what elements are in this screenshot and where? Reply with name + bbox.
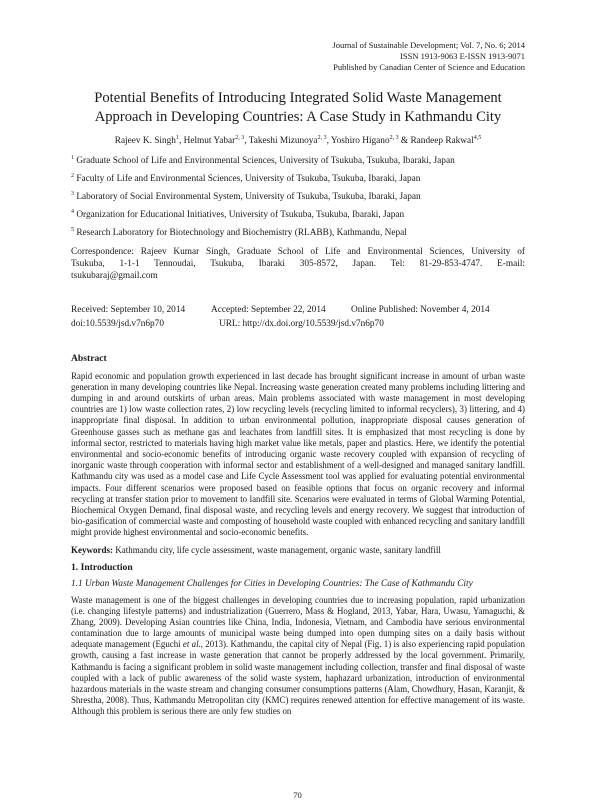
publication-dates	[71, 303, 525, 331]
body-paragraph	[71, 595, 525, 718]
received-date: Received: September 10, 2014	[71, 304, 186, 315]
correspondence	[71, 246, 525, 282]
author-separator: &	[398, 136, 411, 147]
journal-header	[71, 40, 525, 73]
body-text-italic: et al	[182, 639, 199, 650]
author-affil-marker: 2, 3	[389, 135, 399, 141]
correspondence-line: Tsukuba, 1-1-1 Tennoudai, Tsukuba, Ibaraki 305-8572, Japan. Tel: 81-29-853-4747. E-mail:	[71, 258, 525, 269]
keywords-text: Kathmandu city, life cycle assessment, waste management, organic waste, sanitary landfill	[113, 544, 441, 555]
affiliation-marker: 2	[71, 173, 74, 180]
affiliation-text: Organization for Educational Initiatives, University of Tsukuba, Tsukuba, Ibaraki, Japan	[76, 210, 405, 221]
affiliation	[71, 151, 525, 169]
affiliation-text: Laboratory of Social Environmental System, University of Tsukuba, Tsukuba, Ibaraki, Japan	[76, 192, 421, 203]
author-affil-marker: 1	[175, 135, 179, 141]
online-date: Online Published: November 4, 2014	[351, 304, 490, 315]
author: Helmut Yabar	[183, 136, 236, 147]
correspondence-line: Correspondence: Rajeev Kumar Singh, Graduate School of Life and Environmental Sciences, University of	[71, 246, 525, 257]
author: Rajeev K. Singh	[114, 136, 176, 147]
paper-page	[71, 40, 525, 717]
author-separator: ,	[326, 136, 331, 147]
affiliation	[71, 169, 525, 187]
body-text-part: ., 2013). Kathmandu, the capital city of Nepal (Fig. 1) is also experiencing rapid population growth, causing a fast increase in waste generation that cannot be properly addressed by the local government. Primarily, Kathmandu is facing a significant problem in solid waste management including collection, transfer and final disposal of waste coupled with a lack of public awareness of the solid waste system, haphazard urbanization, introduction of environmental hazardous materials in the waste stream and changing consumer consumptions patterns (Alam, Chowdhury, Hasan, Karanjit, & Shrestha, 2008). Thus, Kathmandu Metropolitan city (KMC) requires renewed attention for effective management of its waste. Although this problem is serious there are only few studies on	[71, 639, 525, 717]
title-line: Potential Benefits of Introducing Integrated Solid Waste Management	[94, 90, 502, 106]
author: Randeep Rakwal	[410, 136, 474, 147]
section-heading: 1. Introduction	[71, 561, 133, 573]
doi-url[interactable]: URL: http://dx.doi.org/10.5539/jsd.v7n6p70	[219, 318, 384, 329]
paper-title	[71, 89, 525, 127]
author-separator: ,	[244, 136, 249, 147]
affiliation	[71, 223, 525, 241]
abstract-text: Rapid economic and population growth experienced in last decade has brought significant increase in amount of urban waste generation in many developing countries like Nepal. Increasing waste generation created many problems including littering and dumping in and around outskirts of urban areas. Main problems associated with waste management in most developing countries are 1) low waste collection rates, 2) low recycling levels (recycling limited to informal recyclers), 3) littering, and 4) inappropriate final disposal. In addition to urban environmental pollution, inappropriate disposal causes generation of Greenhouse gasses such as methane gas and leachates from landfill sites. It is emphasized that most recycling is done by informal sector, restricted to materials having high market value like metals, paper and plastics. Here, we identify the potential environmental and socio-economic benefits of introducing organic waste recovery coupled with expansion of recycling of inorganic waste through cooperation with informal sector and establishment of a well-designed and managed sanitary landfill. Kathmandu city was used as a model case and Life Cycle Assessment tool was applied for evaluating potential environmental impacts. Four different scenarios were proposed based on feasible options that focus on organic recovery and informal recycling at transfer station prior to movement to landfill site. Scenarios were evaluated in terms of Global Warming Potential, Biochemical Oxygen Demand, final disposal waste, and recycling levels and energy recovery. We suggest that introduction of bio-gasification of commercial waste and composting of household waste coupled with enhanced recycling and sanitary landfill might provide highest environmental and socio-economic benefits.	[71, 370, 525, 538]
accepted-date: Accepted: September 22, 2014	[211, 304, 326, 315]
journal-name: Journal of Sustainable Development; Vol. 7, No. 6; 2014	[332, 40, 525, 50]
title-line: Approach in Developing Countries: A Case Study in Kathmandu City	[94, 109, 502, 125]
affiliation-text: Research Laboratory for Biotechnology and Biochemistry (RLABB), Kathmandu, Nepal	[76, 228, 407, 239]
affiliation-marker: 1	[71, 155, 74, 162]
journal-publisher: Published by Canadian Center of Science and Education	[333, 62, 525, 72]
abstract-heading: Abstract	[71, 352, 107, 364]
author-affil-marker: 2, 3	[235, 135, 245, 141]
affiliation-marker: 3	[71, 191, 74, 198]
affiliations	[71, 151, 525, 241]
author: Takeshi Mizunoya	[248, 136, 318, 147]
subsection-heading: 1.1 Urban Waste Management Challenges for Cities in Developing Countries: The Case of Kathmandu City	[71, 578, 473, 589]
keywords	[71, 545, 525, 555]
author: Yoshiro Higano	[330, 136, 390, 147]
affiliation	[71, 205, 525, 223]
correspondence-email[interactable]: tsukubaraj@gmail.com	[71, 270, 158, 281]
author-separator: ,	[178, 136, 184, 147]
affiliation-text: Graduate School of Life and Environmental Sciences, University of Tsukuba, Tsukuba, Ibaraki, Japan	[76, 156, 455, 167]
keywords-label: Keywords:	[71, 544, 113, 555]
page-number: 70	[293, 790, 302, 800]
doi: doi:10.5539/jsd.v7n6p70	[71, 318, 164, 329]
author-affil-marker: 4,5	[473, 135, 482, 141]
affiliation	[71, 187, 525, 205]
body-text-part: Waste management is one of the biggest challenges in developing countries due to increasing population, rapid urbanization (i.e. changing lifestyle patterns) and industrialization (Guerrero, Mass & Hogland, 2013, Yabar, Hara, Uwasu, Yamaguchi, & Zhang, 2009). Developing Asian countries like China, India, Indonesia, Vietnam, and Cambodia have serious environmental contamination due to large amounts of municipal waste being dumped into open dumping sites on a daily basis without adequate management (Eguchi	[71, 594, 525, 650]
author-affil-marker: 2, 3	[317, 135, 327, 141]
journal-issn: ISSN 1913-9063 E-ISSN 1913-9071	[400, 51, 525, 61]
affiliation-text: Faculty of Life and Environmental Sciences, University of Tsukuba, Tsukuba, Ibaraki, Japan	[76, 174, 421, 185]
affiliation-marker: 4	[71, 209, 74, 216]
affiliation-marker: 5	[71, 227, 74, 234]
author-list	[71, 135, 525, 146]
